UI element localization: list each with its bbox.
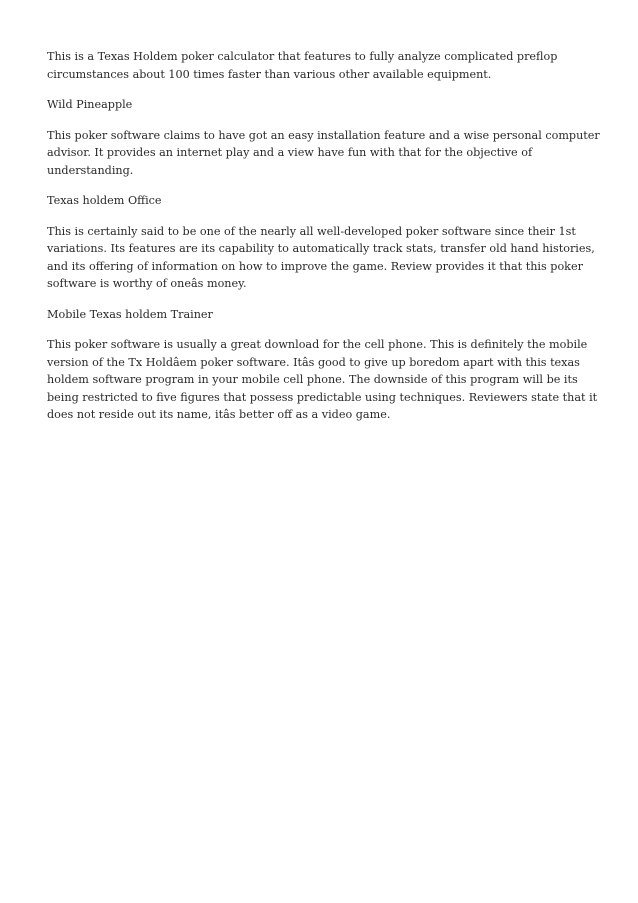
paragraph-intro: This is a Texas Holdem poker calculator that features to fully analyze complicated preflop circumstances about 100 times faster than various other available equipment.	[47, 50, 558, 81]
paragraph-wild-pineapple: This poker software claims to have got an easy installation feature and a wise personal computer advisor. It provides an internet play and a view have fun with that for the objective of understanding.	[47, 128, 600, 177]
paragraph-texas-holdem-office: This is certainly said to be one of the nearly all well-developed poker software since their 1st variations. Its features are its capability to automatically track stats, transfer old hand histories, and its offering of information on how to improve the game. Review provides it that this poker software is worthy of oneâs money.	[47, 224, 595, 290]
heading-texas-holdem-office: Texas holdem Office	[47, 194, 162, 207]
paragraph-mobile-texas-holdem-trainer: This poker software is usually a great download for the cell phone. This is definitely the mobile version of the Tx Holdâem poker software. Itâs good to give up boredom apart with this texas holdem software program in your mobile cell phone. The downside of this program will be its being restricted to five figures that possess predictable using techniques. Reviewers state that it does not reside out its name, itâs better off as a video game.	[47, 338, 598, 421]
heading-mobile-texas-holdem-trainer: Mobile Texas holdem Trainer	[47, 307, 213, 321]
document-body	[47, 48, 603, 437]
heading-wild-pineapple: Wild Pineapple	[47, 98, 133, 111]
